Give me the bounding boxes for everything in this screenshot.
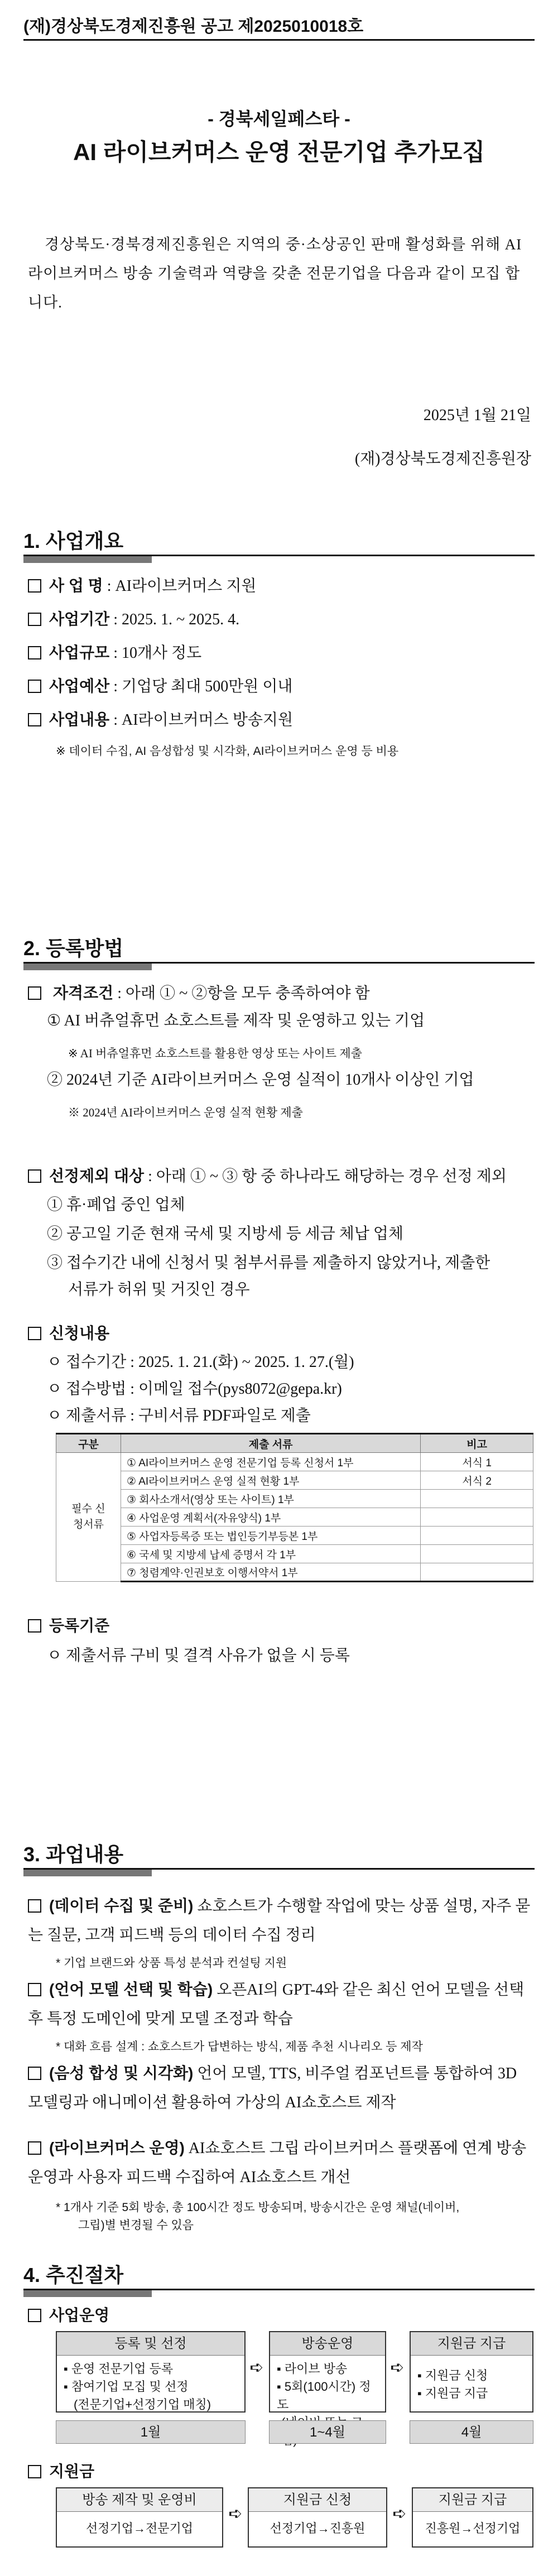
application-item: ㅇ 제출서류 : 구비서류 PDF파일로 제출: [47, 1407, 311, 1424]
exclusion-item: ① 휴·폐업 중인 업체: [47, 1196, 185, 1214]
checkbox-icon: [28, 646, 41, 659]
task-note: * 대화 흐름 설계 : 쇼호스트가 답변하는 방식, 제품 추천 시나리오 등 제작: [56, 2040, 423, 2053]
overview-item: 사업내용 : AI라이브커머스 방송지원: [28, 709, 293, 731]
operation-heading: 사업운영: [28, 2304, 109, 2327]
checkbox-icon: [28, 986, 41, 1000]
checkbox-icon: [28, 680, 41, 693]
overview-item: 사업예산 : 기업당 최대 500만원 이내: [28, 675, 292, 698]
section-bar: [23, 964, 152, 970]
task-voice-visual: (음성 합성 및 시각화) 언어 모델, TTS, 비주얼 컴포넌트를 통합하여 3D 모델링과 애니메이션 활용하여 가상의 AI쇼호스트 제작: [28, 2064, 517, 2111]
fund-heading: 지원금: [28, 2461, 94, 2483]
section-bar: [23, 556, 152, 563]
notice-number: (재)경상북도경제진흥원 공고 제2025010018호: [23, 17, 364, 36]
qualification-heading: 자격조건 : 아래 ① ~ ②항을 모두 충족하여야 함: [28, 982, 370, 1005]
issuing-org: (재)경상북도경제진흥원장: [354, 450, 531, 468]
checkbox-icon: [28, 1169, 41, 1183]
checkbox-icon: [28, 2465, 41, 2478]
application-heading: 신청내용: [28, 1322, 109, 1345]
criteria-heading: 등록기준: [28, 1615, 109, 1638]
table-row: ④ 사업운영 계획서(자유양식) 1부: [56, 1508, 533, 1527]
overview-item: 사업규모 : 10개사 정도: [28, 642, 201, 665]
exclusion-item: ③ 접수기간 내에 신청서 및 첨부서류를 제출하지 않았거나, 제출한: [47, 1254, 490, 1272]
timeline-bar: 4월: [410, 2420, 533, 2444]
overview-note: ※ 데이터 수집, AI 음성합성 및 시각화, AI라이브커머스 운영 등 비용: [56, 745, 399, 758]
exclusion-heading: 선정제외 대상 : 아래 ① ~ ③ 항 중 하나라도 해당하는 경우 선정 제외: [28, 1165, 507, 1188]
qualification-item: ① AI 버츄얼휴먼 쇼호스트를 제작 및 운영하고 있는 기업: [47, 1012, 425, 1029]
checkbox-icon: [28, 2141, 41, 2155]
task-note-cont: 그립)별 변경될 수 있음: [78, 2219, 194, 2232]
checkbox-icon: [28, 2309, 41, 2322]
exclusion-item-cont: 서류가 허위 및 거짓인 경우: [68, 1281, 250, 1298]
section-bar: [23, 2290, 152, 2297]
qualification-note: ※ AI 버츄얼휴먼 쇼호스트를 활용한 영상 또는 사이트 제출: [68, 1047, 362, 1060]
checkbox-icon: [28, 1327, 41, 1340]
required-documents-table: [56, 1433, 533, 1582]
table-row: ⑦ 청렴계약·인권보호 이행서약서 1부: [56, 1563, 533, 1582]
table-row: ② AI라이브커머스 운영 실적 현황 1부 서식 2: [56, 1471, 533, 1490]
exclusion-item: ② 공고일 기준 현재 국세 및 지방세 등 세금 체납 업체: [47, 1225, 403, 1243]
section-title-process: 4. 추진절차: [23, 2264, 124, 2286]
table-row: ⑤ 사업자등록증 또는 법인등기부등본 1부: [56, 1527, 533, 1545]
criteria-item: ㅇ 제출서류 구비 및 결격 사유가 없을 시 등록: [47, 1647, 350, 1664]
page-title: AI 라이브커머스 운영 전문기업 추가모집: [73, 139, 485, 165]
header-rule: [23, 39, 535, 41]
overview-item: 사 업 명 : AI라이브커머스 지원: [28, 575, 256, 598]
table-row: ⑥ 국세 및 지방세 납세 증명서 각 1부: [56, 1545, 533, 1563]
flow-step-payment: 지원금 지급 ▪ 지원금 신청 ▪ 지원금 지급: [410, 2331, 533, 2413]
table-header: 구분: [56, 1434, 121, 1453]
page-subtitle: - 경북세일페스타 -: [208, 109, 350, 129]
section-title-overview: 1. 사업개요: [23, 529, 124, 552]
table-row: 필수 신청서류 ① AI라이브커머스 운영 전문기업 등록 신청서 1부 서식 1: [56, 1453, 533, 1471]
checkbox-icon: [28, 613, 41, 626]
task-note: * 1개사 기준 5회 방송, 총 100시간 정도 방송되며, 방송시간은 운영 채널(네이버,: [56, 2201, 460, 2214]
application-item: ㅇ 접수기간 : 2025. 1. 21.(화) ~ 2025. 1. 27.(월): [47, 1354, 354, 1371]
checkbox-icon: [28, 579, 41, 593]
qualification-note: ※ 2024년 AI라이브커머스 운영 실적 현황 제출: [68, 1106, 303, 1119]
checkbox-icon: [28, 1899, 41, 1913]
checkbox-icon: [28, 1619, 41, 1633]
task-data-prep: (데이터 수집 및 준비) 쇼호스트가 수행할 작업에 맞는 상품 설명, 자주 묻는 질문, 고객 피드백 등의 데이터 수집 정리: [28, 1897, 531, 1944]
qualification-item: ② 2024년 기준 AI라이브커머스 운영 실적이 10개사 이상인 기업: [47, 1071, 474, 1089]
section-bar: [23, 1870, 152, 1876]
notice-date: 2025년 1월 21일: [423, 407, 531, 424]
fund-step-apply: 지원금 신청 선정기업→진흥원: [248, 2487, 387, 2548]
checkbox-icon: [28, 713, 41, 726]
fund-step-production: 방송 제작 및 운영비 선정기업→전문기업: [56, 2487, 223, 2548]
table-header: 제출 서류: [121, 1434, 420, 1453]
arrow-icon: ➪: [228, 2505, 243, 2523]
arrow-icon: ➪: [392, 2505, 407, 2523]
section-title-tasks: 3. 과업내용: [23, 1843, 124, 1866]
flow-step-registration: 등록 및 선정 ▪ 운영 전문기업 등록 ▪ 참여기업 모집 및 선정 (전문기업+선정기업 매칭): [56, 2331, 246, 2413]
overview-item: 사업기간 : 2025. 1. ~ 2025. 4.: [28, 608, 239, 631]
table-row: ③ 회사소개서(영상 또는 사이트) 1부: [56, 1490, 533, 1508]
section-title-registration: 2. 등록방법: [23, 937, 124, 960]
application-item: ㅇ 접수방법 : 이메일 접수(pys8072@gepa.kr): [47, 1380, 342, 1398]
fund-step-payment: 지원금 지급 진흥원→선정기업: [412, 2487, 533, 2548]
checkbox-icon: [28, 2067, 41, 2080]
arrow-icon: ➪: [390, 2358, 405, 2377]
checkbox-icon: [28, 1983, 41, 1996]
flow-step-broadcast: 방송운영 ▪ 라이브 방송 ▪ 5회(100시간) 정도: [269, 2331, 386, 2413]
table-group-cell: 필수 신청서류: [56, 1453, 121, 1582]
intro-paragraph: 경상북도·경북경제진흥원은 지역의 중·소상공인 판매 활성화를 위해 AI라이브커머스 방송 기술력과 역량을 갖춘 전문기업을 다음과 같이 모집 합니다.: [28, 236, 522, 311]
task-note: * 기업 브랜드와 상품 특성 분석과 컨설팅 지원: [56, 1957, 287, 1970]
arrow-icon: ➪: [249, 2358, 264, 2377]
timeline-bar: 1~4월: [269, 2420, 386, 2444]
task-language-model: (언어 모델 선택 및 학습) 오픈AI의 GPT-4와 같은 최신 언어 모델을 선택 후 특정 도메인에 맞게 모델 조정과 학습: [28, 1981, 525, 2028]
table-header: 비고: [421, 1434, 533, 1453]
timeline-bar: 1월: [56, 2420, 246, 2444]
task-live-commerce: (라이브커머스 운영) AI쇼호스트 그립 라이브커머스 플랫폼에 연계 방송 운영과 사용자 피드백 수집하여 AI쇼호스트 개선: [28, 2139, 527, 2186]
